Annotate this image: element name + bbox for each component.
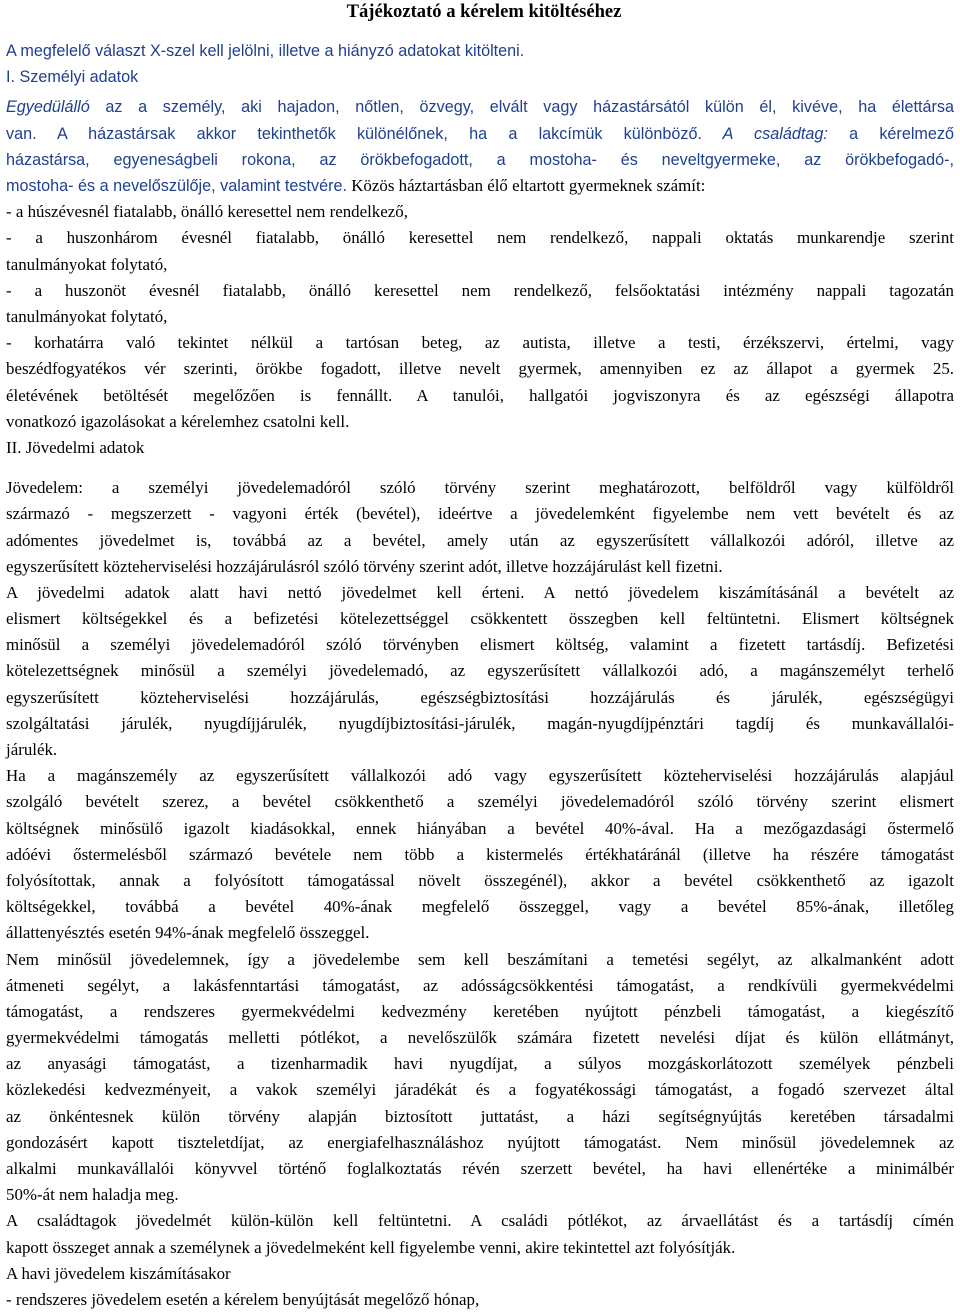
text-line: alkalmi munkavállalói könyvvel történő foglalkoztatás révén szerzett bevétel, ha havi ellenértéke a minimálbér bbox=[6, 1159, 954, 1179]
spacer bbox=[6, 461, 954, 475]
text-span: Közös háztartásban élő eltartott gyermeknek számít: bbox=[347, 175, 706, 195]
text-line: minősül a személyi jövedelemadóról szóló törvényben elismert költség, valamint a fizetett tartásdíj. Befizetési bbox=[6, 635, 954, 655]
text-line: beszédfogyatékos vér szerinti, örökbe fogadott, illetve nevelt gyermek, amennyiben ez az állapot a gyermek 25. bbox=[6, 359, 954, 379]
text-line: házastársa, egyeneságbeli rokona, az örökbefogadott, a mostoha- és neveltgyermeke, az örökbefogadó-, bbox=[6, 150, 954, 169]
text-line: az önkéntesnek külön törvény alapján biztosított juttatást, a házi segítségnyújtás keretében társadalmi bbox=[6, 1106, 954, 1126]
section-heading-income: II. Jövedelmi adatok bbox=[6, 437, 145, 457]
text-line: Nem minősül jövedelemnek, így a jövedelembe sem kell beszámítani a temetési segélyt, az alkalmanként adott bbox=[6, 949, 954, 969]
text-line: költségekkel, továbbá a bevétel 40%-ának megfelelő összeggel, vagy a bevétel 85%-ának, illetőleg bbox=[6, 897, 954, 917]
personal-data-paragraph bbox=[6, 94, 954, 435]
text-line: közlekedési kedvezményeit, a vakok személyi járadékát és a fogyatékossági támogatást, a fogadó szervezet által bbox=[6, 1080, 954, 1100]
term-single: Egyedülálló bbox=[6, 98, 90, 117]
text-line: egyszerűsített közteherviselési hozzájárulásról szóló törvény szerint adót, illetve hozzájárulást kell fizetni. bbox=[6, 556, 723, 576]
text-line: elismert költségekkel és a befizetési kötelezettséggel csökkentett összegben kell feltüntetni. Elismert költségnek bbox=[6, 609, 954, 629]
text-line: tanulmányokat folytató, bbox=[6, 254, 168, 274]
text-span: van. bbox=[6, 124, 37, 143]
text-line: gondozásért kapott tiszteletdíjat, az energiafelhasználáshoz nyújtott támogatást. Nem minősül jövedelemnek az bbox=[6, 1132, 954, 1152]
text-line: Ha a magánszemély az egyszerűsített vállalkozói adó vagy egyszerűsített közteherviselési hozzájárulás alapjául bbox=[6, 766, 954, 786]
text-line: egyszerűsített közteherviselési hozzájárulás, egészségbiztosítási hozzájárulás és járulék, egészségügyi bbox=[6, 687, 954, 707]
text-line: - a huszonhárom évesnél fiatalabb, önálló keresettel nem rendelkező, nappali oktatás munkarendje szerint bbox=[6, 228, 954, 248]
text-line: szolgáló bevételt szerez, a bevétel csökkenthető a személyi jövedelemadóról szóló törvény szerint elismert bbox=[6, 792, 954, 812]
section-heading-personal: I. Személyi adatok bbox=[6, 68, 139, 87]
term-family-member: A családtag: bbox=[701, 124, 828, 143]
text-line: A havi jövedelem kiszámításakor bbox=[6, 1263, 231, 1283]
text-line: - rendszeres jövedelem esetén a kérelem benyújtását megelőző hónap, bbox=[6, 1290, 480, 1310]
text-line bbox=[6, 94, 954, 120]
intro-text: A megfelelő választ X-szel kell jelölni, illetve a hiányzó adatokat kitölteni. bbox=[6, 42, 525, 60]
spacer bbox=[6, 24, 954, 38]
text-line: életévének betöltését megelőzően is fennállt. A tanulói, hallgatói jogviszonyra és az egészségi állapotra bbox=[6, 385, 954, 405]
text-line: költségnek minősülő igazolt kiadásokkal, ennek hiányában a bevétel 40%-ával. Ha a mezőgazdasági őstermelő bbox=[6, 818, 954, 838]
text-line: adóévi őstermelésből származó bevétele nem több a kistermelés értékhatáránál (illetve ha részére támogatást bbox=[6, 844, 954, 864]
text-line: kötelezettségnek minősül a személyi jövedelemadó, az egyszerűsített vállalkozói adó, a magánszemélyt terhelő bbox=[6, 661, 954, 681]
text-line: származó - megszerzett - vagyoni érték (bevétel), ideértve a jövedelemként figyelembe nem vett bevételt és az bbox=[6, 504, 954, 524]
text-line: kapott összeget annak a személynek a jövedelmeként kell figyelembe venni, akire tekintettel azt folyósítják. bbox=[6, 1237, 736, 1257]
text-span: az a személy, aki hajadon, nőtlen, özvegy, elvált vagy házastársától külön él, kivéve, ha élettársa bbox=[89, 98, 954, 117]
text-line: adómentes jövedelmet is, továbbá az a bevétel, amely után az egyszerűsített vállalkozói adóról, illetve az bbox=[6, 530, 954, 550]
text-line: állattenyésztés esetén 94%-ának megfelelő összeggel. bbox=[6, 923, 370, 943]
text-line bbox=[6, 173, 954, 199]
text-line: szolgáltatási járulék, nyugdíjjárulék, nyugdíjbiztosítási-járulék, magán-nyugdíjpénztári tagdíj és munkavállalói- bbox=[6, 713, 954, 733]
text-line: tanulmányokat folytató, bbox=[6, 306, 168, 326]
document-page bbox=[6, 0, 954, 1313]
text-line: A családtagok jövedelmét külön-külön kell feltüntetni. A családi pótlékot, az árvaellátást és a tartásdíj címén bbox=[6, 1211, 954, 1231]
text-line: - korhatárra való tekintet nélkül a tartósan beteg, az autista, illetve a testi, érzékszervi, értelmi, vagy bbox=[6, 333, 954, 353]
text-line: vonatkozó igazolásokat a kérelemhez csatolni kell. bbox=[6, 411, 350, 431]
text-span: A házastársak akkor tekinthetők különélőnek, ha a lakcímük különböző. bbox=[36, 124, 702, 143]
text-line: gyermekvédelmi támogatás melletti pótlékot, a nevelőszülők számára fizetett nevelési díjat és külön ellátmányt, bbox=[6, 1028, 954, 1048]
page-title: Tájékoztató a kérelem kitöltéséhez bbox=[346, 1, 622, 22]
text-line: támogatást, a rendszeres gyermekvédelmi kedvezmény keretében nyújtott pénzbeli támogatást, a kiegészítő bbox=[6, 1001, 954, 1021]
text-line: A jövedelmi adatok alatt havi nettó jövedelmet kell érteni. A nettó jövedelem kiszámításánál a bevételt az bbox=[6, 582, 954, 602]
text-span: mostoha- és a nevelőszülője, valamint testvére. bbox=[6, 176, 348, 195]
text-line: - a huszonöt évesnél fiatalabb, önálló keresettel nem rendelkező, felsőoktatási intézmény nappali tagozatán bbox=[6, 280, 954, 300]
text-line: Jövedelem: a személyi jövedelemadóról szóló törvény szerint meghatározott, belföldről vagy külföldről bbox=[6, 478, 954, 498]
text-line bbox=[6, 121, 954, 147]
text-line: - a húszévesnél fiatalabb, önálló keresettel nem rendelkező, bbox=[6, 202, 408, 222]
text-line: átmeneti segélyt, a lakásfenntartási támogatást, az adósságcsökkentési támogatást, a rendkívüli gyermekvédelmi bbox=[6, 975, 954, 995]
text-line: járulék. bbox=[6, 740, 58, 760]
income-data-paragraph bbox=[6, 475, 954, 1313]
text-line: az anyasági támogatást, a tizenharmadik havi nyugdíjat, a súlyos mozgáskorlátozott személyek pénzbeli bbox=[6, 1054, 954, 1074]
text-line: 50%-át nem haladja meg. bbox=[6, 1185, 179, 1205]
text-span: a kérelmező bbox=[827, 124, 954, 143]
text-line: folyósítottak, annak a folyósított támogatással növelt összegénél), akkor a bevétel csökkenthető az igazolt bbox=[6, 870, 954, 890]
